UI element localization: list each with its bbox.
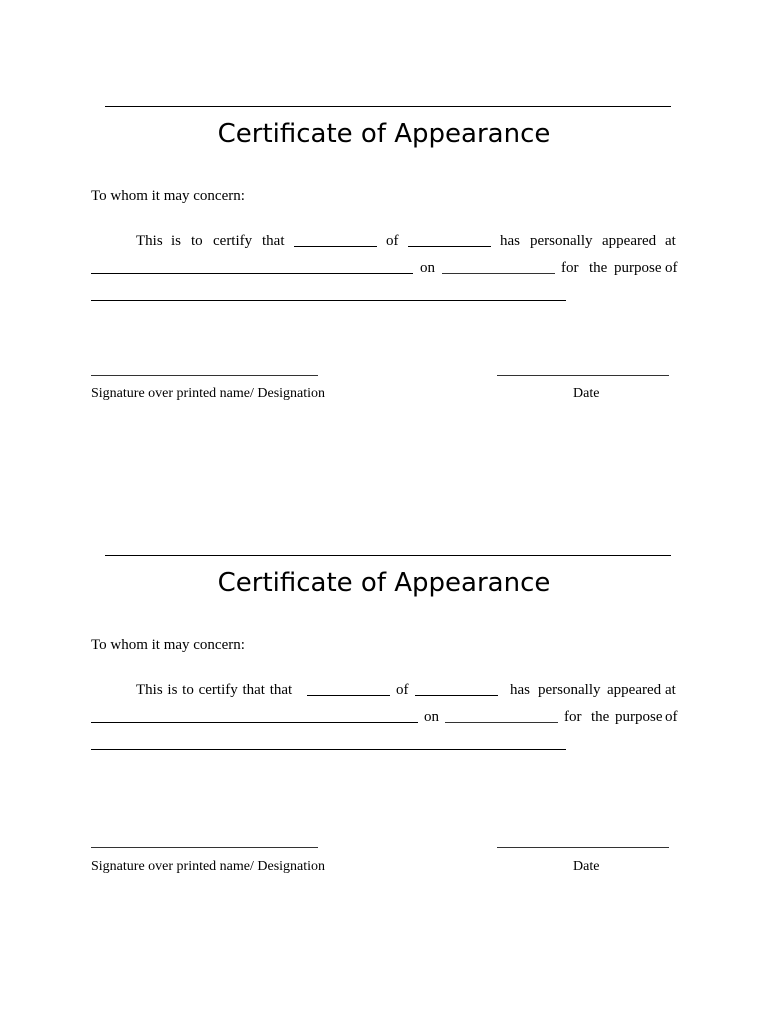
word: to: [191, 233, 203, 249]
title-rule: [105, 106, 671, 107]
word: for: [564, 709, 582, 725]
word: at: [665, 682, 676, 698]
date-signature-line[interactable]: [497, 847, 669, 848]
certificate-1: [0, 106, 768, 506]
word: on: [424, 709, 439, 725]
signature-label: Signature over printed name/ Designation: [91, 859, 326, 874]
purpose-blank[interactable]: [91, 300, 566, 301]
word: has: [510, 682, 530, 698]
title-rule: [105, 555, 671, 556]
origin-blank[interactable]: [408, 246, 491, 247]
word: the: [591, 709, 610, 725]
date-signature-line[interactable]: [497, 375, 669, 376]
word: personally: [530, 233, 593, 249]
word: at: [665, 233, 676, 249]
certificate-title: Certificate of Appearance: [217, 119, 551, 149]
signature-label: Signature over printed name/ Designation: [91, 386, 326, 401]
place-date-line: [91, 258, 678, 278]
word: This: [136, 233, 163, 249]
word: appeared: [607, 682, 662, 698]
date-blank[interactable]: [442, 273, 555, 274]
name-blank[interactable]: [294, 246, 377, 247]
word: purpose: [615, 709, 663, 725]
word: of: [396, 682, 409, 698]
word: of: [386, 233, 399, 249]
origin-blank[interactable]: [415, 695, 498, 696]
place-date-line: [91, 707, 678, 727]
word: personally: [538, 682, 601, 698]
date-label: Date: [573, 859, 600, 874]
date-blank[interactable]: [445, 722, 558, 723]
word: the: [589, 260, 608, 276]
salutation: To whom it may concern:: [91, 188, 245, 204]
word: that: [262, 233, 285, 249]
purpose-blank[interactable]: [91, 749, 566, 750]
signature-line[interactable]: [91, 375, 318, 376]
signature-line[interactable]: [91, 847, 318, 848]
certificate-2: [0, 555, 768, 955]
word: is: [171, 233, 182, 249]
certify-text: This is to certify that that: [136, 682, 293, 698]
certify-line: [91, 231, 678, 251]
word: appeared: [602, 233, 657, 249]
place-blank[interactable]: [91, 273, 413, 274]
salutation: To whom it may concern:: [91, 637, 245, 653]
word: for: [561, 260, 579, 276]
date-label: Date: [573, 386, 600, 401]
place-blank[interactable]: [91, 722, 418, 723]
word: of: [665, 260, 678, 276]
certify-line: [91, 680, 678, 700]
certificate-title: Certificate of Appearance: [217, 568, 551, 598]
word: purpose: [614, 260, 662, 276]
name-blank[interactable]: [307, 695, 390, 696]
word: has: [500, 233, 520, 249]
word: certify: [213, 233, 253, 249]
word: on: [420, 260, 435, 276]
word: of: [665, 709, 678, 725]
